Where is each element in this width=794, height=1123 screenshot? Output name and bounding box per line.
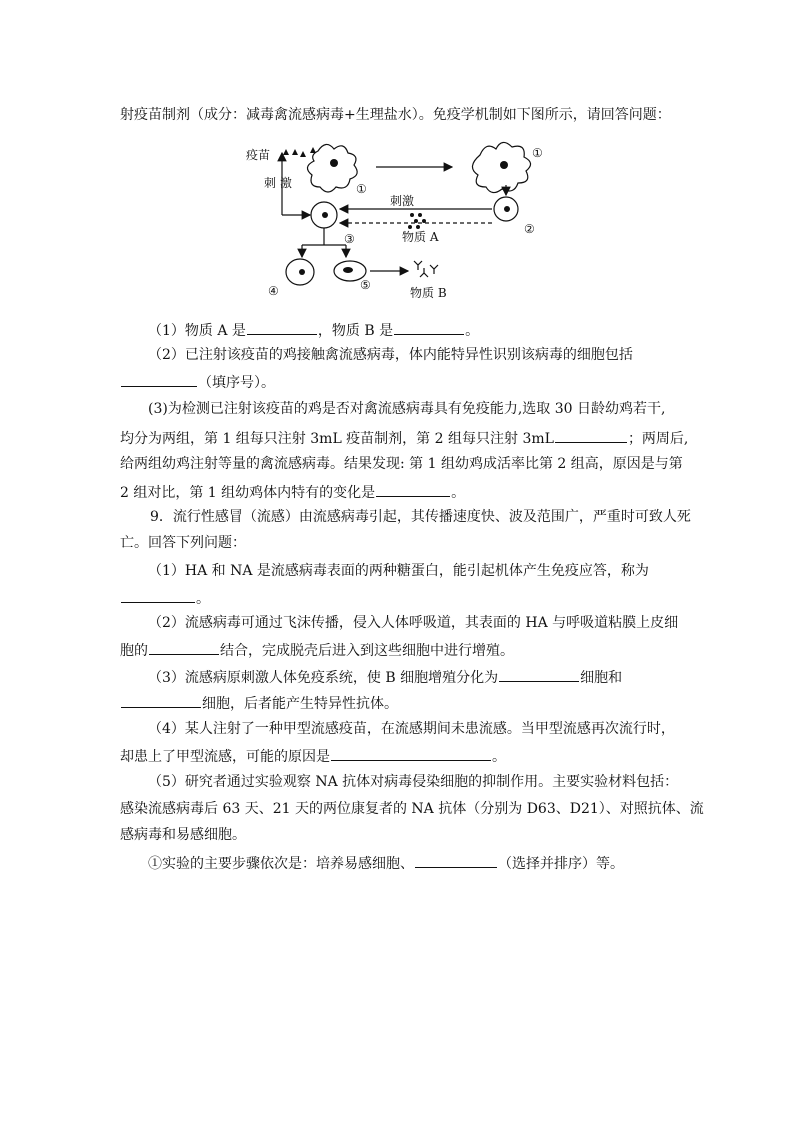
stimulus-label-left: 刺 激 [264, 176, 292, 190]
q9-part4-line2: 却患上了甲型流感，可能的原因是 。 [120, 746, 506, 766]
q9-part3-line2: 细胞，后者能产生特异性抗体。 [120, 693, 398, 713]
vaccine-label: 疫苗 [246, 148, 271, 162]
q9-part3-line1: （3）流感病原刺激人体免疫系统，使 B 细胞增殖分化为 细胞和 [148, 667, 622, 687]
marker-4: ④ [268, 284, 279, 298]
q9-part5-line1: （5）研究者通过实验观察 NA 抗体对病毒侵染细胞的抑制作用。主要实验材料包括： [148, 774, 679, 790]
answer-blank[interactable] [376, 482, 450, 497]
substance-b-label: 物质 B [410, 286, 447, 300]
q9-part2-line1: （2）流感病毒可通过飞沫传播，侵入人体呼吸道，其表面的 HA 与呼吸道粘膜上皮细 [148, 615, 679, 631]
q9-part1-line1: （1）HA 和 NA 是流感病毒表面的两种糖蛋白，能引起机体产生免疫应答，称为 [148, 563, 649, 579]
answer-blank[interactable] [247, 320, 317, 335]
q9-part5-line4: ①实验的主要步骤依次是：培养易感细胞、 （选择并排序）等。 [148, 853, 624, 873]
q8-part2-line1: （2）已注射该疫苗的鸡接触禽流感病毒，体内能特异性识别该病毒的细胞包括 [148, 347, 633, 363]
answer-blank[interactable] [394, 320, 464, 335]
q9-stem-line2: 亡。回答下列问题： [120, 535, 246, 551]
antibody-shapes [414, 261, 438, 277]
marker-5: ⑤ [360, 278, 371, 292]
q9-part1-line2: 。 [120, 588, 210, 608]
q8-part3-line4: 2 组对比，第 1 组幼鸡体内特有的变化是 。 [120, 482, 465, 502]
marker-3: ③ [344, 232, 355, 246]
q9-stem-line1: 9．流行性感冒（流感）由流感病毒引起，其传播速度快、波及范围广，严重时可致人死 [150, 509, 691, 525]
q8-part3-line2: 均分为两组，第 1 组每只注射 3mL 疫苗制剂，第 2 组每只注射 3mL ；两周后, [120, 428, 688, 448]
answer-blank[interactable] [415, 853, 497, 868]
intro-text: 射疫苗制剂（成分：减毒禽流感病毒+生理盐水）。免疫学机制如下图所示，请回答问题： [120, 107, 671, 123]
marker-1-left: ① [356, 182, 367, 196]
answer-blank[interactable] [121, 372, 197, 387]
substance-a-label: 物质 A [402, 230, 439, 244]
immune-mechanism-diagram [230, 135, 570, 307]
answer-blank[interactable] [331, 746, 491, 761]
q8-part3-line3: 给两组幼鸡注射等量的禽流感病毒。结果发现: 第 1 组幼鸡成活率比第 2 组高，原因是与第 [120, 456, 683, 472]
q8-part3-line1: (3)为检测已注射该疫苗的鸡是否对禽流感病毒具有免疫能力,选取 30 日龄幼鸡若干, [148, 401, 666, 417]
marker-2: ② [524, 222, 535, 236]
q8-part2-line2: （填序号）。 [120, 372, 275, 392]
answer-blank[interactable] [149, 640, 219, 655]
stimulus-label-top: 刺激 [390, 194, 415, 208]
q8-part1: （1）物质 A 是 ，物质 B 是 。 [148, 320, 479, 340]
q9-part4-line1: （4）某人注射了一种甲型流感疫苗，在流感期间未患流感。当甲型流感再次流行时， [148, 721, 675, 737]
q9-part5-line2: 感染流感病毒后 63 天、21 天的两位康复者的 NA 抗体（分别为 D63、D21）、对照抗体、流 [120, 801, 704, 817]
answer-blank[interactable] [121, 693, 201, 708]
q9-part2-line2: 胞的 结合，完成脱壳后进入到这些细胞中进行增殖。 [120, 640, 514, 660]
substance-a-dots [408, 213, 426, 229]
answer-blank[interactable] [121, 588, 195, 603]
marker-1-right: ① [532, 146, 543, 160]
answer-blank[interactable] [499, 667, 579, 682]
q9-part5-line3: 感病毒和易感细胞。 [120, 827, 246, 843]
answer-blank[interactable] [555, 428, 627, 443]
